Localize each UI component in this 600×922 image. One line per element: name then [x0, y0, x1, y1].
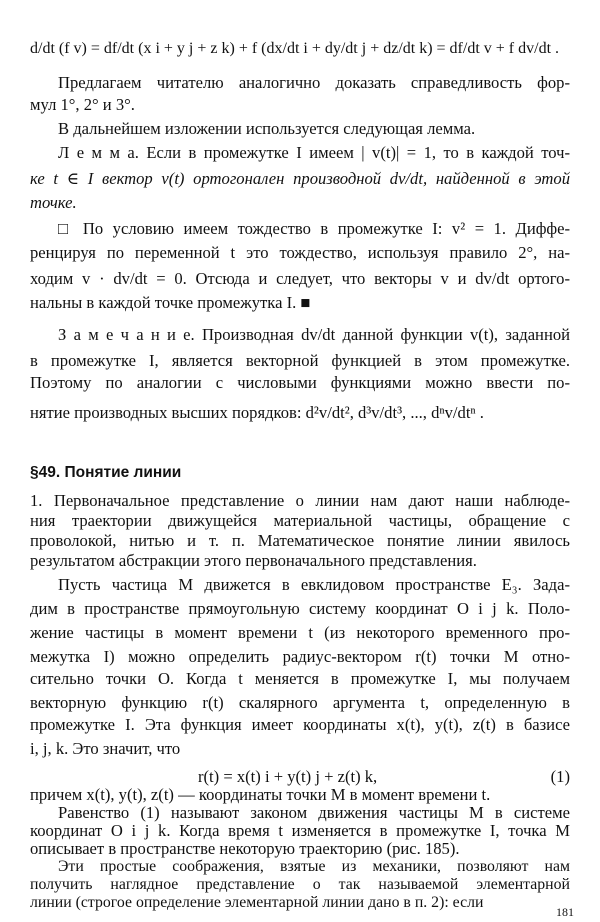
paragraph-line: описывает в пространстве некоторую траекторию (рис. 185).	[30, 839, 460, 858]
paragraph-line: Эти простые соображения, взятые из механики, позволяют нам	[58, 858, 570, 875]
equation-1-body: r(t) = x(t) i + y(t) j + z(t) k,	[198, 767, 378, 786]
paragraph-line: i, j, k. Это значит, что	[30, 739, 181, 758]
section-heading: §49. Понятие линии	[30, 464, 182, 481]
page-number-display: 181	[556, 905, 574, 919]
remark-line: в промежутке I, является векторной функцией в этом промежутке.	[30, 351, 570, 370]
proof-line: ходим v · dv/dt = 0. Отсюда и следует, что векторы v и dv/dt ортого-	[30, 269, 570, 288]
paragraph-line: результатом абстракции этого первоначального представления.	[30, 551, 477, 570]
paragraph-line: Пусть частица M движется в евклидовом пространстве E₃. Зада-	[58, 575, 570, 594]
remark-line: Поэтому по аналогии с числовыми функциями можно ввести по-	[30, 373, 570, 392]
lemma-line: Л е м м а. Если в промежутке I имеем | v(t)| = 1, то в каждой точ-	[58, 143, 570, 162]
paragraph-line: межутка I) можно определить радиус-вектором r(t) точки M отно-	[30, 647, 570, 666]
proof-line: □ По условию имеем тождество в промежутке I: v² = 1. Диффе-	[58, 219, 570, 238]
formula-derivative-product: d/dt (f v) = df/dt (x i + y j + z k) + f (dx/dt i + dy/dt j + dz/dt k) = df/dt v + f dv/dt .	[30, 40, 560, 57]
text-line: В дальнейшем изложении используется следующая лемма.	[58, 119, 476, 138]
paragraph-line: промежутке I. Эта функция имеет координаты x(t), y(t), z(t) в базисе	[30, 715, 570, 734]
paragraph-line: координат O i j k. Когда время t изменяется в промежутке I, точка M	[30, 821, 570, 840]
text-line: Предлагаем читателю аналогично доказать справедливость фор-	[58, 73, 570, 92]
paragraph-line: проволокой, нитью и т. п. Математическое понятие линии явилось	[30, 531, 570, 550]
paragraph-line: дим в пространстве прямоугольную систему координат O i j k. Поло-	[30, 599, 570, 618]
paragraph-line: векторную функцию r(t) скалярного аргумента t, определенную в	[30, 693, 570, 712]
paragraph-line: линии (строгое определение элементарной линии дано в п. 2): если	[30, 894, 484, 911]
paragraph-line: ния траектории движущейся материальной частицы, обращение с	[30, 511, 570, 530]
equation-1-number: (1)	[550, 767, 570, 786]
paragraph-line: сительно точки O. Когда t меняется в промежутке I, мы получаем	[30, 669, 570, 688]
paragraph-line: Равенство (1) называют законом движения частицы M в системе	[58, 803, 570, 822]
remark-line: нятие производных высших порядков: d²v/dt², d³v/dt³, ..., dⁿv/dtⁿ .	[30, 403, 484, 422]
paragraph-line: жение частицы в момент времени t (из некоторого временного про-	[30, 623, 570, 642]
lemma-line: точке.	[30, 193, 77, 212]
proof-line: ренцируя по переменной t это тождество, используя правило 2°, на-	[30, 243, 570, 262]
paragraph-line: причем x(t), y(t), z(t) — координаты точки M в момент времени t.	[30, 785, 491, 804]
remark-line: З а м е ч а н и е. Производная dv/dt данной функции v(t), заданной	[58, 325, 570, 344]
proof-line: нальны в каждой точке промежутка I. ■	[30, 293, 311, 312]
text-line: мул 1°, 2° и 3°.	[30, 95, 135, 114]
paragraph-line: получить наглядное представление о так называемой элементарной	[30, 876, 570, 893]
lemma-line: ке t ∈ I вектор v(t) ортогонален производной dv/dt, найденной в этой	[30, 169, 570, 188]
paragraph-line: 1. Первоначальное представление о линии нам дают наши наблюде-	[30, 491, 570, 510]
